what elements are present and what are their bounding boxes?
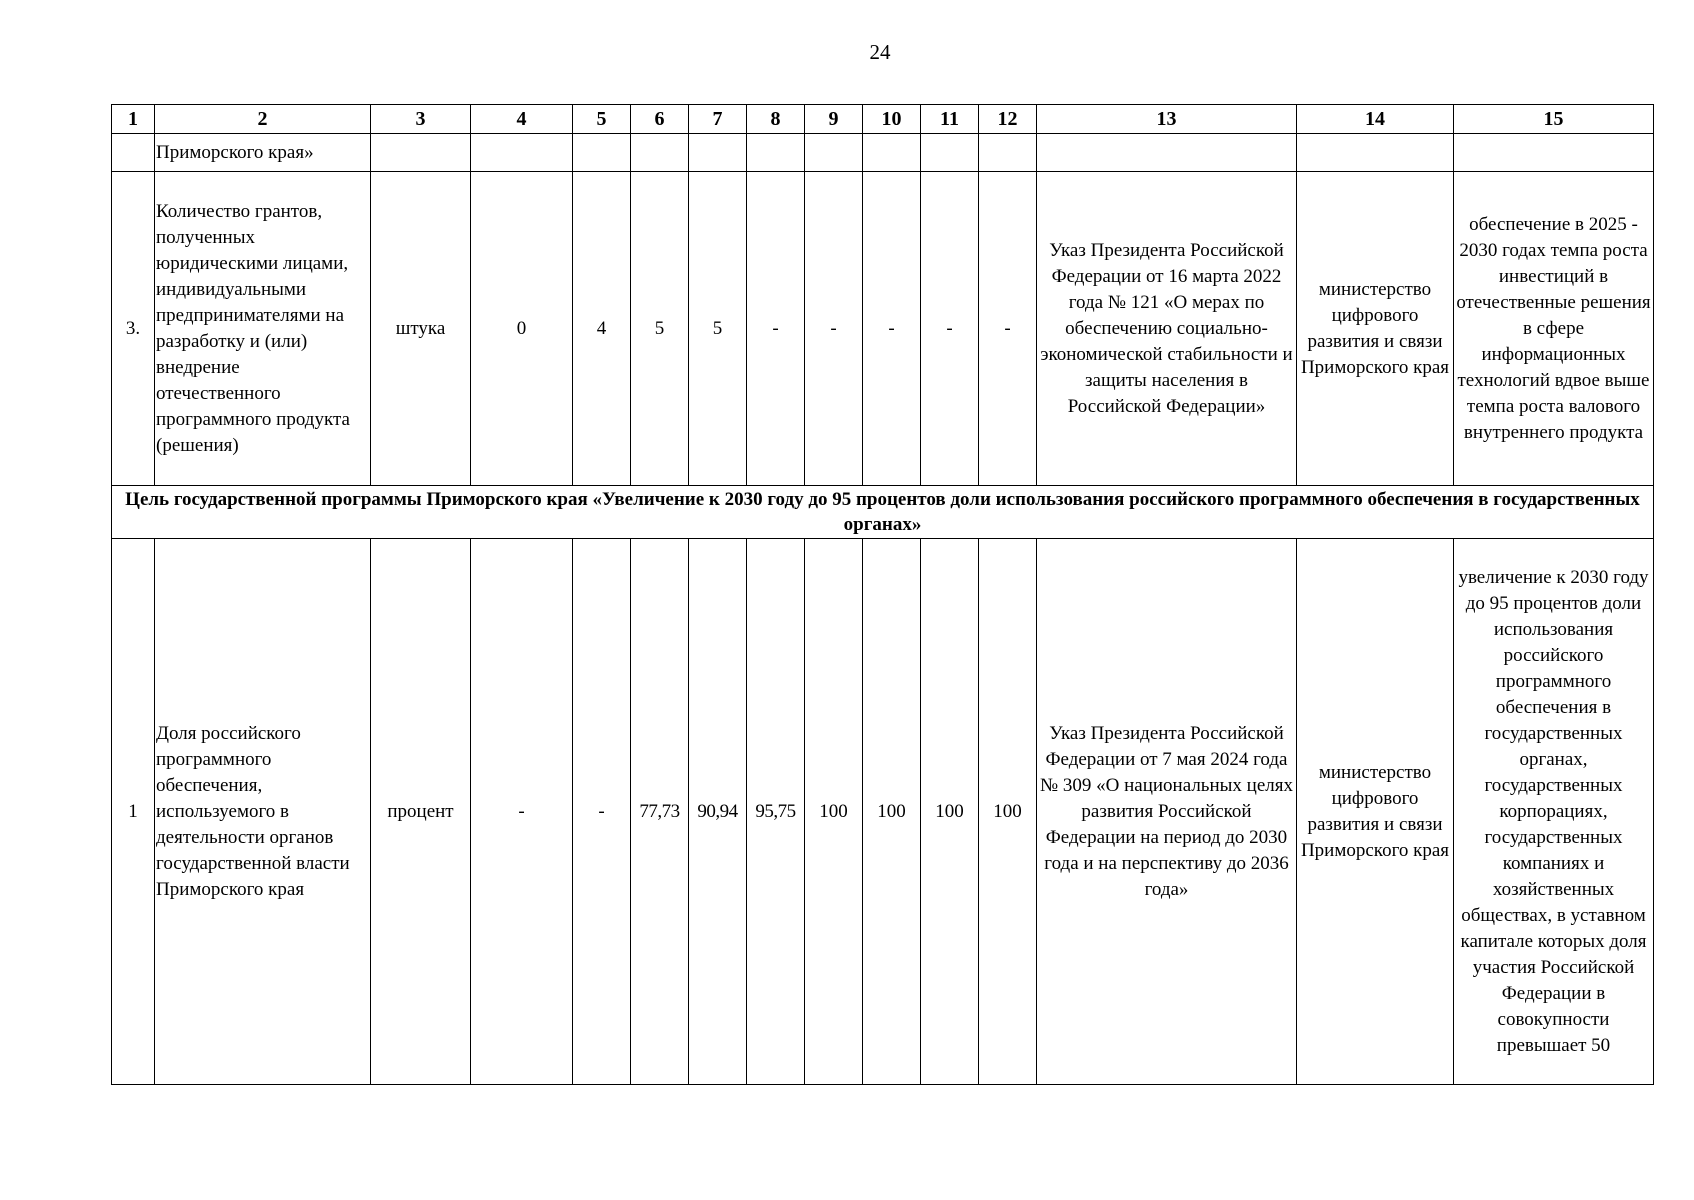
responsible-cell: министерство цифрового развития и связи Приморского края [1297, 172, 1454, 486]
indicator-name-cell: Приморского края» [155, 134, 371, 172]
value-cell: - [747, 172, 805, 486]
value-cell: 0 [471, 172, 573, 486]
value-cell: 5 [689, 172, 747, 486]
column-header: 9 [805, 105, 863, 134]
column-header: 7 [689, 105, 747, 134]
row-number-cell: 3. [112, 172, 155, 486]
value-cell: 95,75 [747, 539, 805, 1085]
indicator-name-cell: Количество грантов, полученных юридическими лицами, индивидуальными предпринимателями на разработку и (или) внедрение отечественного программного продукта (решения) [155, 172, 371, 486]
table-cell [573, 134, 631, 172]
value-cell: 5 [631, 172, 689, 486]
table-cell [921, 134, 979, 172]
value-cell: - [805, 172, 863, 486]
column-header: 12 [979, 105, 1037, 134]
column-header: 4 [471, 105, 573, 134]
table-cell [1454, 134, 1654, 172]
indicators-table [111, 104, 1654, 1085]
legal-basis-cell: Указ Президента Российской Федерации от 7 мая 2024 года № 309 «О национальных целях развития Российской Федерации на период до 2030 года и на перспективу до 2036 года» [1037, 539, 1297, 1085]
value-cell: 100 [805, 539, 863, 1085]
table-cell [371, 134, 471, 172]
column-header: 10 [863, 105, 921, 134]
column-header: 5 [573, 105, 631, 134]
table-cell [747, 134, 805, 172]
value-cell: 100 [979, 539, 1037, 1085]
column-header: 15 [1454, 105, 1654, 134]
table-cell [979, 134, 1037, 172]
value-cell: - [921, 172, 979, 486]
table-row [112, 172, 1654, 486]
value-cell: - [979, 172, 1037, 486]
continuation-row [112, 134, 1654, 172]
indicator-name-cell: Доля российского программного обеспечения, используемого в деятельности органов государственной власти Приморского края [155, 539, 371, 1085]
responsible-cell: министерство цифрового развития и связи Приморского края [1297, 539, 1454, 1085]
table-row [112, 539, 1654, 1085]
value-cell: 4 [573, 172, 631, 486]
value-cell: 100 [921, 539, 979, 1085]
table-cell [689, 134, 747, 172]
table-cell [1297, 134, 1454, 172]
column-header: 13 [1037, 105, 1297, 134]
column-header: 6 [631, 105, 689, 134]
legal-basis-cell: Указ Президента Российской Федерации от 16 марта 2022 года № 121 «О мерах по обеспечению социально-экономической стабильности и защиты населения в Российской Федерации» [1037, 172, 1297, 486]
value-cell: 90,94 [689, 539, 747, 1085]
value-cell: - [863, 172, 921, 486]
value-cell: - [573, 539, 631, 1085]
row-number-cell: 1 [112, 539, 155, 1085]
table-cell [471, 134, 573, 172]
column-header: 2 [155, 105, 371, 134]
goal-heading-row [112, 486, 1654, 539]
page-number: 24 [869, 40, 891, 64]
national-goal-link-cell: увеличение к 2030 году до 95 процентов доли использования российского программного обеспечения в государственных органах, государственных корпорациях, государственных компаниях и хозяйственных обществах, в уставном капитале которых доля участия Российской Федерации в совокупности превышает 50 [1454, 539, 1654, 1085]
table-cell [863, 134, 921, 172]
column-header: 3 [371, 105, 471, 134]
column-header: 11 [921, 105, 979, 134]
goal-heading: Цель государственной программы Приморского края «Увеличение к 2030 году до 95 процентов доли использования российского программного обеспечения в государственных органах» [112, 486, 1654, 539]
value-cell: - [471, 539, 573, 1085]
column-header: 14 [1297, 105, 1454, 134]
table-cell [1037, 134, 1297, 172]
value-cell: 100 [863, 539, 921, 1085]
column-numbers-row [112, 105, 1654, 134]
table-cell [805, 134, 863, 172]
unit-cell: штука [371, 172, 471, 486]
national-goal-link-cell: обеспечение в 2025 - 2030 годах темпа роста инвестиций в отечественные решения в сфере информационных технологий вдвое выше темпа роста валового внутреннего продукта [1454, 172, 1654, 486]
column-header: 8 [747, 105, 805, 134]
value-cell: 77,73 [631, 539, 689, 1085]
column-header: 1 [112, 105, 155, 134]
unit-cell: процент [371, 539, 471, 1085]
table-cell [112, 134, 155, 172]
table-cell [631, 134, 689, 172]
